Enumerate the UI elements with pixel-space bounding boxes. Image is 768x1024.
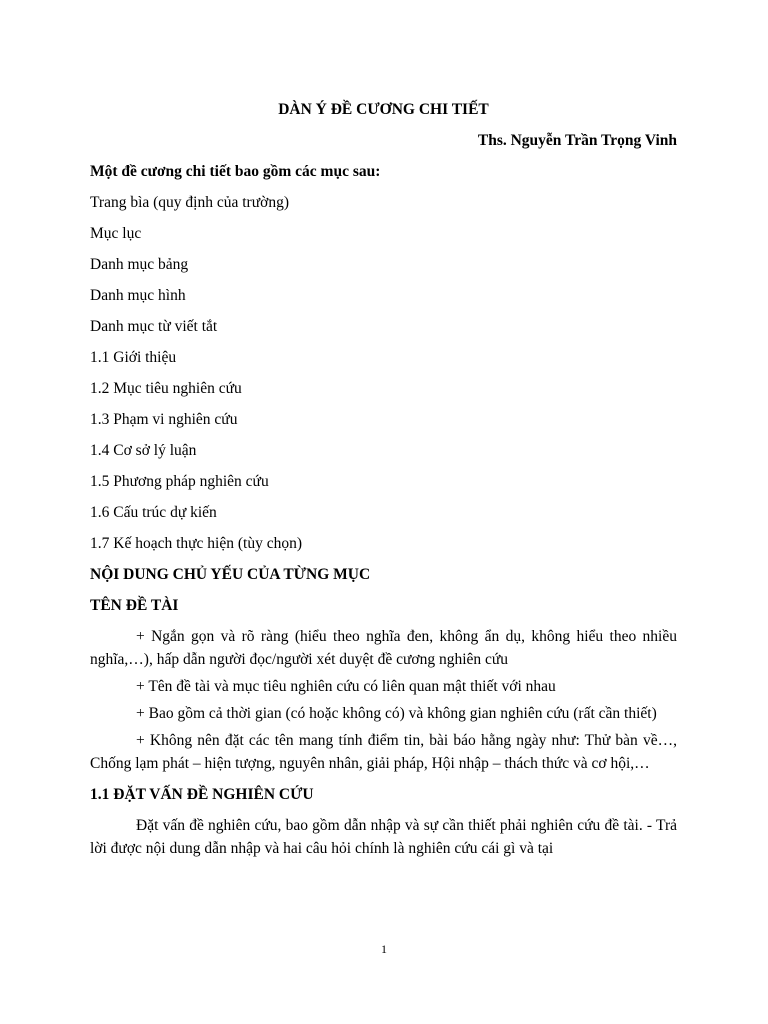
toc-item: Danh mục bảng	[90, 256, 189, 273]
toc-item: 1.7 Kế hoạch thực hiện (tùy chọn)	[90, 535, 302, 552]
toc-item: 1.3 Phạm vi nghiên cứu	[90, 411, 238, 428]
toc-item: Danh mục từ viết tắt	[90, 318, 218, 335]
document-title: DÀN Ý ĐỀ CƯƠNG CHI TIẾT	[278, 101, 489, 118]
section-paragraph: Đặt vấn đề nghiên cứu, bao gồm dẫn nhập và sự cần thiết phải nghiên cứu đề tài. - Trả lời được nội dung dẫn nhập và hai câu hỏi chính là nghiên cứu cái gì và tại	[90, 817, 677, 857]
main-content-heading: NỘI DUNG CHỦ YẾU CỦA TỪNG MỤC	[90, 566, 371, 583]
toc-item: 1.5 Phương pháp nghiên cứu	[90, 473, 269, 490]
topic-bullet: + Không nên đặt các tên mang tính điểm tin, bài báo hằng ngày như: Thử bàn về…, Chống lạm phát – hiện tượng, nguyên nhân, giải pháp, Hội nhập – thách thức và cơ hội,…	[90, 732, 677, 772]
section-heading: 1.1 ĐẶT VẤN ĐỀ NGHIÊN CỨU	[90, 786, 314, 803]
topic-bullet: + Tên đề tài và mục tiêu nghiên cứu có liên quan mật thiết với nhau	[136, 678, 556, 695]
toc-item: Mục lục	[90, 225, 142, 242]
toc-item: 1.1 Giới thiệu	[90, 349, 177, 366]
toc-item: 1.2 Mục tiêu nghiên cứu	[90, 380, 242, 397]
intro-heading: Một đề cương chi tiết bao gồm các mục sau:	[90, 163, 381, 180]
topic-bullet: + Bao gồm cả thời gian (có hoặc không có) và không gian nghiên cứu (rất cần thiết)	[136, 705, 657, 722]
topic-bullet: + Ngắn gọn và rõ ràng (hiểu theo nghĩa đen, không ẩn dụ, không hiểu theo nhiều nghĩa,…), hấp dẫn người đọc/người xét duyệt đề cương nghiên cứu	[90, 628, 677, 668]
toc-item: Trang bìa (quy định của trường)	[90, 194, 289, 211]
topic-heading: TÊN ĐỀ TÀI	[90, 597, 179, 614]
toc-item: 1.6 Cấu trúc dự kiến	[90, 504, 217, 521]
document-author: Ths. Nguyễn Trần Trọng Vinh	[477, 132, 677, 149]
toc-item: Danh mục hình	[90, 287, 186, 304]
document-page	[90, 96, 677, 864]
toc-list	[90, 187, 677, 559]
toc-item: 1.4 Cơ sở lý luận	[90, 442, 197, 459]
page-number: 1	[381, 942, 387, 956]
